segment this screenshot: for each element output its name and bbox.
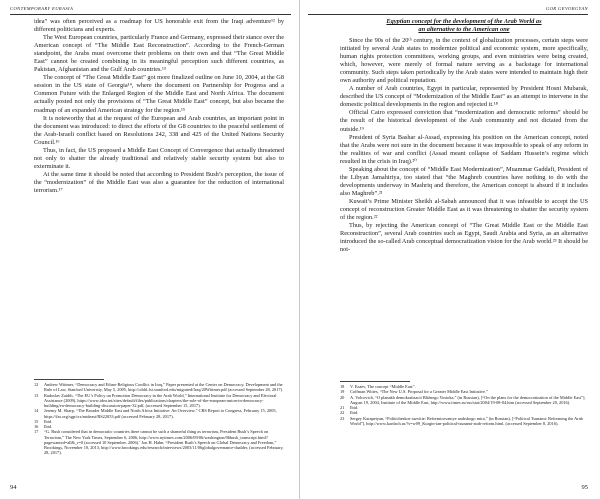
page-number-left: 94 <box>10 484 17 491</box>
paragraph: Speaking about the concept of “Middle East Modernization”, Muammar Gaddafi, President of the Libyan Jamahiriya, too stated that “the Maghreb countries have nothing to do with the developments underway in Mashriq and therefore, the American concept is absurd if it includes also Maghreb”.²¹ <box>340 165 588 197</box>
footnote-text: Ibid. <box>350 410 359 416</box>
section-title-line: an alternative to the American one <box>418 26 510 33</box>
footnote-rule-left <box>34 379 104 380</box>
footnote-number: 18 <box>340 384 345 389</box>
footnote-text: Jeremy M. Sharp, “The Broader Middle East and North Africa Initiative: An Overview,” CRS Report to Congress, February 15, 2005, https://fas.org/sgp/crs/mideast/RS22053.pdf (accessed February 28, 2017). <box>44 408 277 419</box>
paragraph: It is noteworthy that at the request of the European and Arab countries, an important point in the document was introduced: to direct the efforts of the G8 countries to the peaceful settlement of the Arab-Israeli conflict based on Resolutions 242, 338 and 425 of the United Nations Security Council.¹⁶ <box>34 114 284 146</box>
left-body-text <box>34 18 284 195</box>
footnote-number: 21 <box>340 405 345 410</box>
header-rule-left <box>10 14 291 15</box>
footnote <box>34 393 284 409</box>
paragraph: The West European countries, particularly France and Germany, expressed their stance over the American concept of “The Middle East Reconstruction”. According to the French-German standpoint, the Arabs must overcome their problems on their own and that “The Great Middle East” cannot be created combining in its meaningful perception such different countries, as Pakistan, Afghanistan and the Gulf Arab countries.¹³ <box>34 34 284 74</box>
paragraph: The concept of “The Great Middle East” got more finalized outline on June 10, 2004, at the G8 session in the US state of Georgia¹⁴, where the document on Partnership for Progress and a Common Future with the Enlarged Region of the Middle East and North Africa. The document actually posted not only the provisions of “The Great Middle East” concept, but also became the roadmap of an expanded American strategy for the region.¹⁵ <box>34 74 284 114</box>
section-title <box>340 18 588 34</box>
paragraph: Thus, by rejecting the American concept of “The Great Middle East or the Middle East Reconstruction”, several Arab countries such as Egypt, Saudi Arabia and Syria, as an alternative introduced the so-called Arab conceptual democratization vision for the Arab world.²³ It should be not- <box>340 222 588 254</box>
header-rule-right <box>308 14 588 15</box>
right-body-text <box>340 18 588 254</box>
footnote-number: 20 <box>340 394 345 400</box>
footnotes-right <box>340 384 588 426</box>
footnote-text: Coffman Wittes, “The New U.S. Proposal for a Greater Middle East Initiative.” <box>350 389 489 395</box>
footnote-number: 17 <box>34 429 39 435</box>
footnote-rule-right <box>340 381 410 382</box>
footnote-text: Ibid. <box>44 418 53 424</box>
paragraph: A number of Arab countries, Egypt in particular, represented by President Hosni Mubarak, described the US concept of “Modernization of the Middle East” as an attempt to intervene in the domestic political developments in the region and rejected it.¹⁸ <box>340 85 588 109</box>
footnote-text: V. Ezaev, The concept “Middle East”. <box>350 384 416 389</box>
footnote <box>340 395 588 406</box>
paragraph: President of Syria Bashar al-Assad, expressing his position on the American concept, noted that the Arabs were not sure in the document because it was impossible to speak of any reform in the realities of war and conflict (Assad meant collapse of Saddam Hussein’s regime which resulted in the crisis in Iraq).²⁰ <box>340 133 588 165</box>
footnote <box>340 416 588 427</box>
footnote-number: 12 <box>34 382 39 387</box>
paragraph: Thus, in fact, the US proposed a Middle East Concept of Convergence that actually threatened not only to shatter the already traditional and relatively stable security system but also to exterminate it. <box>34 146 284 170</box>
footnote-text: Andrew Wittmer, “Democracy and Ethno-Religious Conflict in Iraq,” Paper presented at the Center on Democracy, Development and the Rule of Law, Stanford University, May 5, 2005, http://cddrl.fsi.stanford.edu/migrated/Iraq/20Wittmer.pdf (accessed September 28, 2017). <box>44 382 284 393</box>
footnote-number: 22 <box>340 410 345 416</box>
footnote-number: 16 <box>34 424 39 429</box>
footnote-number: 14 <box>34 408 39 414</box>
footnote-text: Ibid. <box>44 424 53 429</box>
footnote <box>34 429 284 455</box>
section-title-line: Egyptian concept for the development of the Arab World as <box>386 18 542 25</box>
running-head-right: GOR GEVORGYAN <box>545 6 588 11</box>
footnote-text: A. Volcovich, “O planakh demokratizacii Bližnego Vostoka,” (in Russian), [“On the plans for the democratization of the Middle East”], August 19, 2004, Institute of the Middle East, http://www.iimes.ru/rus/stat/2004/19-08-04.htm (accessed September 20, 2016). <box>350 394 586 405</box>
footnote-text: Ibid. <box>350 405 359 410</box>
page-number-right: 95 <box>581 484 588 491</box>
footnote-text: Radoslav Zaidih, “The EU’s Policy on Promotion Democracy in the Arab World,” International Institute for Democracy and Electoral Assistance (2009), https://www.idea.int/sites/default/files/publications/chapters/the-role-of-the-european-union-in-democracy-building/eu-democracy-building-discussion-paper-32.pdf, (accessed September 15, 2017). <box>44 392 277 408</box>
footnote-number: 15 <box>34 418 39 424</box>
paragraph: Official Cairo expressed conviction that “modernization and democratic reforms” should be the result of the historical development of the Arab community and not dictated from the outside.¹⁹ <box>340 109 588 133</box>
footnote <box>34 408 284 419</box>
running-head-left: CONTEMPORARY EURASIA <box>10 6 74 11</box>
paragraph: Kuwait’s Prime Minister Sheikh al-Sabah announced that it was infeasible to accept the US concept of reconstruction Greater Middle East as it was threatening to shatter the security system of the region.²² <box>340 197 588 222</box>
footnote-text: “G. Bush considered that in democratic countries there cannot be such a shameful thing as terrorism, President Bush’s Speech on Terrorism,” The New York Times, September 6, 2006, http://www.nytimes.com/2006/09/06/washington/06bush_transcript.html?pagewanted=all&_r=0 (accessed 10 September, 2006).’ Jon H. Hahn, “President Bush’s Speech on Global Democracy and Freedom,” Brookings, November 10, 2013, http://www.brookings.edu/research/interviews/2003/11/06globalgovernance-daalder, (accessed February, 28, 2017). <box>44 429 284 456</box>
paragraph: idea” was often perceived as a roadmap for US honorable exit from the Iraqi adventure¹² by different politicians and experts. <box>34 18 284 34</box>
footnote-number: 19 <box>340 389 345 395</box>
footnote-number: 23 <box>340 415 345 421</box>
right-page <box>300 0 600 499</box>
paragraph: Since the 90s of the 20ᵗʰ century, in the context of globalization processes, certain steps were initiated by several Arab states to modernize political and economic system, more specifically, human rights protection committees, working groups, and even ministries were being created, which, however, were merely of formal nature serving as a backstage for international community. Such steps taken periodically by the Arab states were intended to maintain high their own authority and political reputation. <box>340 37 588 85</box>
footnote-text: Sergey Karapetyan, “Politicheskoe razvitie: Reformirovaniye arabskogo mira,” (in Russian), [“Political Tsunami: Reforming the Arab World”], http://www.kardach.ru/?s=w09_Kurgin-ian-political-tsunami-arab-reform.html, (accessed September 8, 2016). <box>350 415 583 426</box>
footnote <box>34 382 284 393</box>
footnote-number: 13 <box>34 392 39 398</box>
paragraph: At the same time it should be noted that according to President Bush’s perception, the issue of the “modernization” of the Middle East was also a guarantee for the reduction of international terrorism.¹⁷ <box>34 170 284 194</box>
footnotes-left <box>34 382 284 456</box>
